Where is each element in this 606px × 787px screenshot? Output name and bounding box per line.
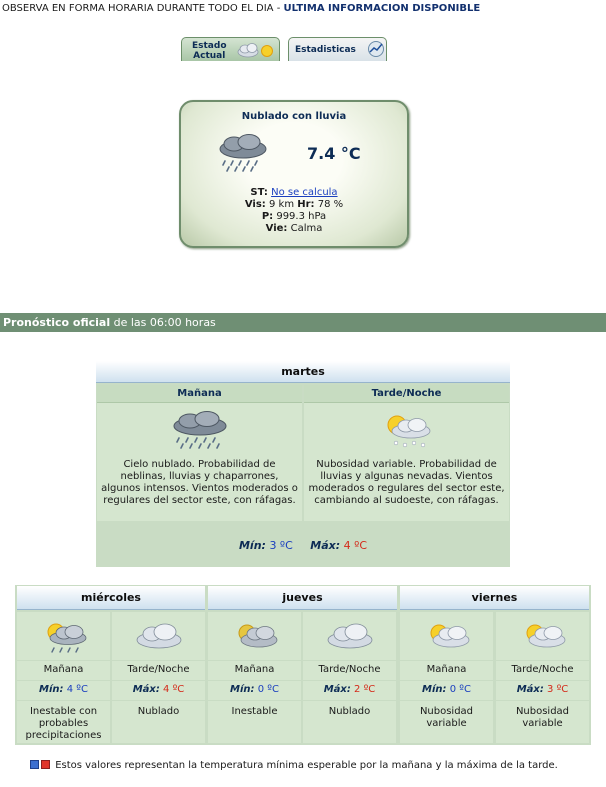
today-min-value: 3 ºC	[269, 539, 293, 552]
partly-cloudy-icon	[421, 620, 473, 656]
today-min-label: Mín:	[238, 539, 266, 552]
hr-value: 78 %	[317, 199, 344, 210]
cloud-icon	[324, 620, 376, 656]
hr-label: Hr:	[297, 199, 315, 210]
vis-value: 9 km	[268, 199, 295, 210]
friday-afternoon	[496, 612, 589, 743]
partly-cloudy-snow-icon	[380, 411, 434, 451]
friday-min-label: Mín:	[422, 684, 447, 695]
min-legend-square	[30, 760, 39, 769]
thursday-max-value: 2 ºC	[354, 684, 376, 695]
wind-value: Calma	[290, 223, 323, 234]
friday-max-label: Máx:	[516, 684, 544, 695]
st-link[interactable]: No se calcula	[271, 187, 338, 198]
today-min-max	[96, 539, 510, 552]
today-afternoon-description: Nubosidad variable. Probabilidad de lluvias y algunas nevadas. Vientos moderados o regulares del sector este, cambiando al sudoeste, con ráfagas.	[308, 459, 505, 506]
row-divider	[15, 660, 591, 661]
sun-cloud-icon	[234, 41, 276, 59]
today-forecast	[96, 361, 510, 567]
wednesday-afternoon-description: Nublado	[137, 706, 180, 717]
today-max-label: Máx:	[310, 539, 341, 552]
sun-cloud-rain-icon	[38, 620, 90, 656]
current-details	[181, 187, 407, 235]
pressure-label: P:	[261, 211, 274, 222]
wind-label: Vie:	[265, 223, 288, 234]
tab-estado-actual[interactable]	[181, 37, 280, 61]
today-morning-label: Mañana	[97, 385, 302, 403]
forecast-bar-time: de las 06:00 horas	[110, 316, 216, 329]
vis-label: Vis:	[244, 199, 266, 210]
forecast-bar	[0, 313, 606, 332]
footnote-text: Estos valores representan la temperatura mínima esperable por la mañana y la máxima de la tarde.	[55, 760, 558, 771]
thursday-afternoon	[303, 612, 396, 743]
today-afternoon	[304, 385, 509, 521]
wednesday-morning-label: Mañana	[43, 664, 84, 675]
page-header	[2, 3, 480, 14]
friday-morning-description: Nubosidad variable	[419, 706, 474, 729]
thursday-afternoon-description: Nublado	[328, 706, 371, 717]
day-header-wednesday: miércoles	[17, 586, 205, 610]
friday-morning-label: Mañana	[426, 664, 467, 675]
friday-afternoon-label: Tarde/Noche	[511, 664, 574, 675]
today-morning-description: Cielo nublado. Probabilidad de neblinas, lluvias y chaparrones, algunos intensos. Vientos moderados o regulares del sector este, con ráfagas.	[101, 459, 298, 506]
thursday-morning	[208, 612, 301, 743]
tab-estado-line1: Estado	[192, 41, 227, 51]
thursday-afternoon-label: Tarde/Noche	[318, 664, 381, 675]
footnote	[30, 760, 580, 772]
wednesday-max-label: Máx:	[132, 684, 160, 695]
st-label: ST:	[250, 187, 268, 198]
thursday-min-label: Mín:	[230, 684, 255, 695]
today-afternoon-label: Tarde/Noche	[304, 385, 509, 403]
today-day-header: martes	[96, 361, 510, 383]
wednesday-min-value: 4 ºC	[66, 684, 88, 695]
wednesday-morning	[17, 612, 110, 743]
current-temperature: 7.4 °C	[307, 144, 361, 163]
wednesday-afternoon-label: Tarde/Noche	[127, 664, 190, 675]
today-morning	[97, 385, 302, 521]
wednesday-morning-description: Inestable con probables precipitaciones	[25, 706, 102, 741]
week-forecast	[15, 585, 591, 745]
tab-estadisticas-label: Estadisticas	[295, 45, 356, 55]
cloud-rain-icon	[217, 134, 269, 174]
header-highlight: ULTIMA INFORMACION DISPONIBLE	[283, 3, 481, 14]
cloud-icon	[133, 620, 185, 656]
max-legend-square	[41, 760, 50, 769]
partly-cloudy-icon	[517, 620, 569, 656]
stats-icon	[367, 40, 385, 58]
thursday-max-label: Máx:	[323, 684, 351, 695]
current-condition: Nublado con lluvia	[241, 111, 347, 122]
wednesday-afternoon	[112, 612, 205, 743]
row-divider	[15, 680, 591, 681]
current-conditions-panel	[179, 100, 409, 248]
friday-morning	[400, 612, 493, 743]
wednesday-min-label: Mín:	[39, 684, 64, 695]
wednesday-max-value: 4 ºC	[163, 684, 185, 695]
friday-min-value: 0 ºC	[449, 684, 471, 695]
thursday-morning-label: Mañana	[234, 664, 275, 675]
tab-estadisticas[interactable]	[288, 37, 387, 61]
sun-cloud-icon	[229, 620, 281, 656]
today-max-value: 4 ºC	[343, 539, 368, 552]
tab-estado-line2: Actual	[193, 51, 226, 61]
thursday-morning-description: Inestable	[231, 706, 278, 717]
friday-max-value: 3 ºC	[547, 684, 569, 695]
day-header-friday: viernes	[400, 586, 589, 610]
friday-afternoon-description: Nubosidad variable	[515, 706, 570, 729]
day-header-thursday: jueves	[208, 586, 397, 610]
thursday-min-value: 0 ºC	[257, 684, 279, 695]
forecast-bar-title: Pronóstico oficial	[3, 316, 111, 329]
cloud-rain-icon	[170, 411, 230, 451]
pressure-value: 999.3 hPa	[276, 211, 327, 222]
row-divider	[15, 700, 591, 701]
header-text: OBSERVA EN FORMA HORARIA DURANTE TODO EL DIA -	[2, 3, 284, 14]
